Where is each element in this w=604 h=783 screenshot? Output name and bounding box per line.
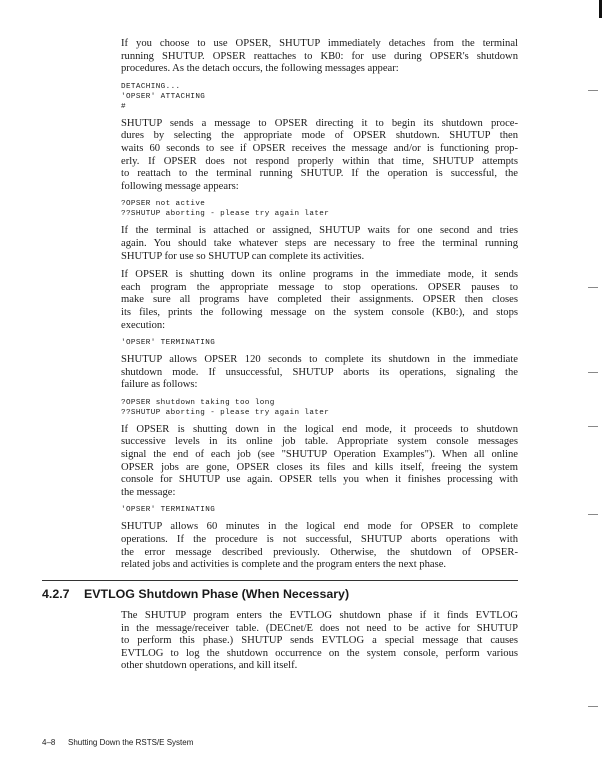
paragraph xyxy=(121,424,518,500)
text-line: in the message/receiver table. (DECnet/E does not need to be active for SHUTUP xyxy=(121,622,518,634)
text-line: shutdown mode. If unsuccessful, SHUTUP aborts its operations, signaling the xyxy=(121,366,518,378)
text-line: waits 60 seconds to see if OPSER receives the message and/or is functioning prop- xyxy=(121,142,518,154)
code-line: # xyxy=(121,102,126,111)
text-line: running SHUTUP. OPSER reattaches to KB0: for use during OPSER's shutdown xyxy=(121,50,518,62)
code-block xyxy=(121,338,518,348)
section-divider xyxy=(42,580,518,581)
page-number: 4–8 xyxy=(42,738,56,747)
text-line: execution: xyxy=(121,319,166,331)
text-line: make sure all programs have completed their assignments. OPSER then closes xyxy=(121,294,518,306)
text-line: other shutdown operations, and kill itself. xyxy=(121,660,298,672)
paragraph xyxy=(121,610,518,673)
text-line: console for SHUTUP use again. OPSER tells you when it finishes processing with xyxy=(121,474,518,486)
text-line: If you choose to use OPSER, SHUTUP immediately detaches from the terminal xyxy=(121,38,518,49)
page-footer xyxy=(42,738,193,747)
code-line: ??SHUTUP aborting - please try again later xyxy=(121,210,330,219)
text-line: successive levels in its online job table. Appropriate system console messages xyxy=(121,436,518,448)
margin-mark xyxy=(588,514,598,515)
text-line: OPSER jobs are gone, OPSER closes its files and kills itself, freeing the system xyxy=(121,461,518,473)
code-line: ??SHUTUP aborting - please try again later xyxy=(121,408,330,417)
text-line: SHUTUP sends a message to OPSER directing it to begin its shutdown proce- xyxy=(121,117,518,129)
text-line: SHUTUP allows 60 minutes in the logical end mode for OPSER to complete xyxy=(121,521,518,533)
paragraph xyxy=(121,269,518,332)
text-line: If OPSER is shutting down in the logical end mode, it proceeds to shutdown xyxy=(121,423,518,435)
footer-title: Shutting Down the RSTS/E System xyxy=(68,738,194,747)
code-block xyxy=(121,398,518,418)
text-line: operations. If the procedure is not successful, SHUTUP aborts operations with xyxy=(121,534,518,546)
text-line: following message appears: xyxy=(121,180,239,192)
text-line: dures by selecting the appropriate mode of OPSER shutdown. SHUTUP then xyxy=(121,130,518,142)
code-line: DETACHING... xyxy=(121,82,181,91)
code-block xyxy=(121,82,518,112)
text-line: procedures. As the detach occurs, the following messages appear: xyxy=(121,63,399,75)
scan-edge-mark xyxy=(599,0,602,18)
text-line: If the terminal is attached or assigned, SHUTUP waits for one second and tries xyxy=(121,225,518,237)
section-heading xyxy=(42,587,349,602)
code-block xyxy=(121,505,518,515)
paragraph xyxy=(121,521,518,571)
text-line: related jobs and activities is complete and the program enters the next phase. xyxy=(121,559,447,571)
text-line: again. You should take whatever steps are necessary to free the terminal running xyxy=(121,237,518,249)
code-line: ?OPSER shutdown taking too long xyxy=(121,398,275,407)
text-line: to reattach to the terminal running SHUTUP. If the operation is successful, the xyxy=(121,168,518,180)
margin-mark xyxy=(588,287,598,288)
text-line: The SHUTUP program enters the EVTLOG shutdown phase if it finds EVTLOG xyxy=(121,610,518,621)
code-line: ?OPSER not active xyxy=(121,200,206,209)
text-line: erly. If OPSER does not respond properly within that time, SHUTUP attempts xyxy=(121,155,518,167)
margin-mark xyxy=(588,706,598,707)
code-block xyxy=(121,199,518,219)
code-line: 'OPSER' ATTACHING xyxy=(121,92,206,101)
section-number: 4.2.7 xyxy=(42,587,70,601)
text-line: SHUTUP allows OPSER 120 seconds to complete its shutdown in the immediate xyxy=(121,354,518,366)
text-line: its files, prints the following message on the system console (KB0:), and stops xyxy=(121,306,518,318)
text-line: If OPSER is shutting down its online programs in the immediate mode, it sends xyxy=(121,269,518,281)
paragraph xyxy=(121,225,518,263)
paragraph xyxy=(121,354,518,392)
section-title: EVTLOG Shutdown Phase (When Necessary) xyxy=(84,587,350,601)
text-line: failure as follows: xyxy=(121,379,198,391)
code-line: 'OPSER' TERMINATING xyxy=(121,506,216,515)
text-line: EVTLOG to log the shutdown occurrence on the system console, perform various xyxy=(121,647,518,659)
body-text xyxy=(121,38,518,578)
text-line: each program the appropriate message to stop operations. OPSER pauses to xyxy=(121,281,518,293)
paragraph xyxy=(121,118,518,194)
text-line: signal the end of each job (see "SHUTUP Operation Examples"). When all online xyxy=(121,449,518,461)
margin-mark xyxy=(588,426,598,427)
text-line: the message: xyxy=(121,486,176,498)
text-line: to perform this phase.) SHUTUP sends EVTLOG a special message that causes xyxy=(121,635,518,647)
margin-mark xyxy=(588,90,598,91)
paragraph xyxy=(121,38,518,76)
text-line: SHUTUP for use so SHUTUP can complete its activities. xyxy=(121,250,365,262)
text-line: the error message described previously. Otherwise, the shutdown of OPSER- xyxy=(121,546,518,558)
margin-mark xyxy=(588,372,598,373)
code-line: 'OPSER' TERMINATING xyxy=(121,339,216,348)
